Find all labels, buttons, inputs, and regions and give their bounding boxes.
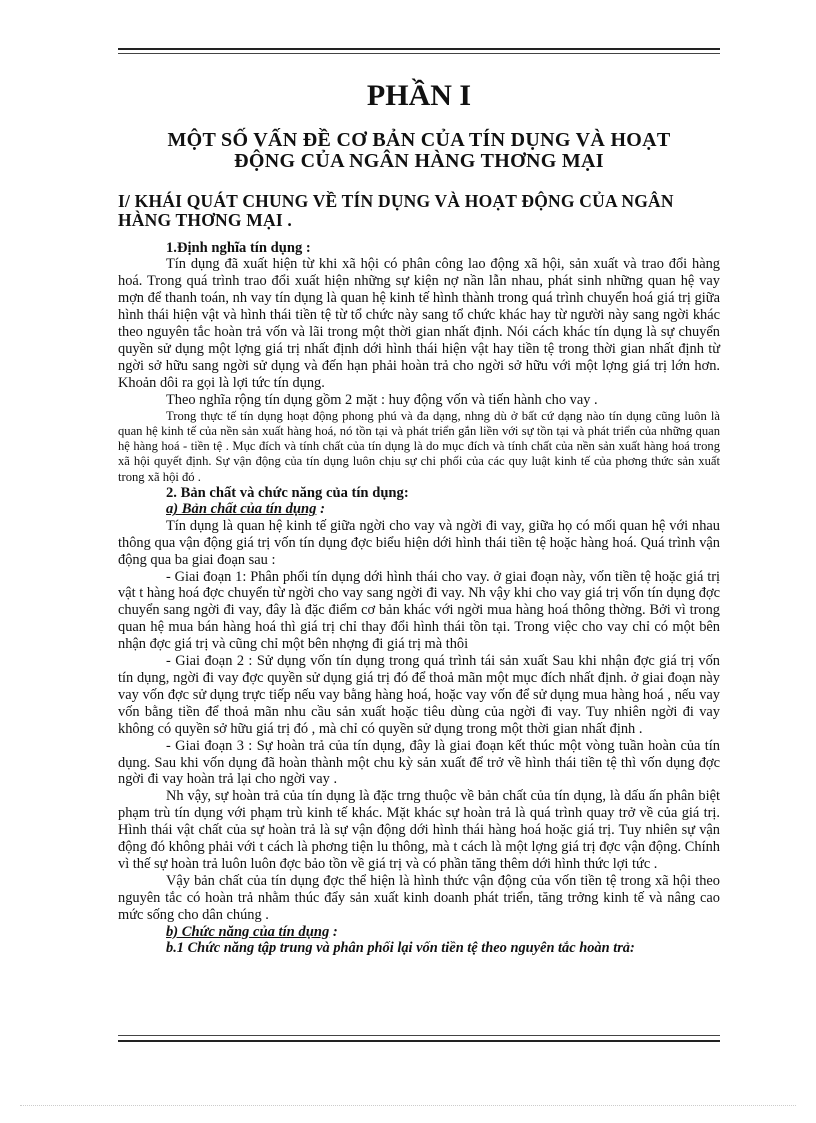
heading-function <box>118 924 720 940</box>
heading-function-colon: : <box>329 923 338 940</box>
chapter-title-line-2: ĐỘNG CỦA NGÂN HÀNG THƠNG MẠI <box>234 150 604 172</box>
heading-nature-a <box>118 501 720 517</box>
paragraph-repayment: Nh vậy, sự hoàn trả của tín dụng là đặc trng thuộc về bản chất của tín dụng, là dấu ấn phân biệt phạm trù tín dụng với phạm trù kinh tế khác. Mặt khác sự hoàn trả là quá trình quay trở về của giá trị. Hình thái vật chất của sự hoàn trả là sự vận động dới hình thái hàng hoá hoặc giá trị. Tuy nhiên sự vận động đó không phải với t cách là phơng tiện lu thông, mà t cách là một lợng giá trị đợc vận động. Chính vì thế sự hoàn trả luôn luôn đợc bảo tồn về giá trị và có phần tăng thêm dới hình thức lợi tức . <box>118 788 720 872</box>
paragraph-nature: Tín dụng là quan hệ kinh tế giữa ngời cho vay và ngời đi vay, giữa họ có mối quan hệ với nhau thông qua vận động giá trị vốn tín dụng đợc biểu hiện dới hình thái tiền tệ hoặc hàng hoá. Quá trình vận động qua ba giai đoạn sau : <box>118 517 720 568</box>
heading-definition: 1.Định nghĩa tín dụng : <box>166 240 311 256</box>
bottom-rule-thin <box>118 1035 720 1036</box>
paragraph-stage-2: - Giai đoạn 2 : Sử dụng vốn tín dụng trong quá trình tái sản xuất Sau khi nhận đợc giá trị vốn tín dụng, ngời đi vay đợc quyền sử dụng giá trị đó để thoả mãn một mục đích nhất định. ở giai đoạn này vay vốn đợc sử dụng trực tiếp nếu vay bằng hàng hoá, hoặc vay vốn để sử dụng mua hàng hoá , nếu vay vốn bằng tiền để thoả mãn nhu cầu sản xuất hoặc tiêu dùng của ngời đi vay. Tuy nhiên ngời đi vay không có quyền sở hữu giá trị đó , mà chỉ có quyền sử dụng trong một thời gian nhất định . <box>118 653 720 737</box>
paragraph-definition: Tín dụng đã xuất hiện từ khi xã hội có phân công lao động xã hội, sản xuất và trao đổi hàng hoá. Trong quá trình trao đổi xuất hiện những sự kiện nợ nần lẫn nhau, phát sinh những quan hệ vay mợn để thanh toán, nh vay tín dụng là quan hệ kinh tế hình thành trong quá trình chuyển hoá giá trị giữa hình thái hiện vật và hình thái tiền tệ từ tổ chức này sang tổ chức khác hay từ người này sang ngời khác theo nguyên tắc hoàn trả vốn và lãi trong một thời gian nhất định. Nói cách khác tín dụng là sự chuyển quyền sử dụng một lợng giá trị nhất định dới hình thái hiện vật hay tiền tệ trong thời gian nhất định từ ngời sở hữu sang ngời sử dụng và đến hạn phải hoàn trả cho ngời sở hữu với một lợng giá trị lớn hơn. Khoản dôi ra gọi là lợi tức tín dụng. <box>118 256 720 391</box>
heading-nature-a-text: a) Bản chất của tín dụng <box>166 501 317 518</box>
heading-nature-a-colon: : <box>316 501 325 518</box>
paragraph-practice: Trong thực tế tín dụng hoạt động phong phú và đa dạng, nhng dù ở bất cứ dạng nào tín dụng cũng luôn là quan hệ kinh tế của nền sản xuất hàng hoá, nó tồn tại và phát triển gắn liền với sự tồn tại và phát triển của những quan hệ hàng hoá - tiền tệ . Mục đích và tính chất của tín dụng là do mục đích và tính chất của nền sản xuất hàng hoá trong xã hội quyết định. Sự vận động của tín dụng luôn chịu sự chi phối của các quy luật kinh tế của phơng thức sản xuất trong xã hội đó . <box>118 408 720 484</box>
heading-nature: 2. Bản chất và chức năng của tín dụng: <box>166 485 409 502</box>
paragraph-conclusion: Vậy bản chất của tín dụng đợc thể hiện là hình thức vận động của vốn tiền tệ trong xã hội theo nguyên tắc có hoàn trả nhằm thúc đẩy sản xuất kinh doanh phát triển, tăng trởng kinh tế và nâng cao mức sống cho dân chúng . <box>118 872 720 923</box>
paragraph-stage-1: - Giai đoạn 1: Phân phối tín dụng dới hình thái cho vay. ở giai đoạn này, vốn tiền tệ hoặc giá trị vật t hàng hoá đợc chuyển từ ngời cho vay sang ngời đi vay. Nh vậy khi cho vay giá trị vốn tín dụng đợc chuyển sang ngời đi vay, đây là đặc điểm cơ bản khác với ngời mua hàng hoá thông thờng. Bởi vì trong quan hệ mua bán hàng hoá thì giá trị chỉ thay đổi hình thái tồn tại. Trong việc cho vay chỉ có một bên nhận đợc giá trị và cũng chỉ một bên nhợng đi giá trị mà thôi <box>118 568 720 653</box>
chapter-title-line-1: MỘT SỐ VẤN ĐỀ CƠ BẢN CỦA TÍN DỤNG VÀ HOẠT <box>167 129 671 151</box>
bottom-rule <box>118 1040 720 1042</box>
top-rule <box>118 48 720 50</box>
top-rule-thin <box>118 53 720 54</box>
section-heading: I/ KHÁI QUÁT CHUNG VỀ TÍN DỤNG VÀ HOẠT ĐỘNG CỦA NGÂN HÀNG THƠNG MẠI . <box>118 191 674 230</box>
heading-function-b1: b.1 Chức năng tập trung và phân phối lại vốn tiền tệ theo nguyên tắc hoàn trả: <box>166 940 635 957</box>
paragraph-broad-meaning: Theo nghĩa rộng tín dụng gồm 2 mặt : huy động vốn và tiến hành cho vay . <box>166 391 598 408</box>
heading-function-text: b) Chức năng của tín dụng <box>166 923 330 940</box>
page-bottom-dotted-line <box>20 1105 796 1106</box>
paragraph-stage-3: - Giai đoạn 3 : Sự hoàn trả của tín dụng, đây là giai đoạn kết thúc một vòng tuần hoàn của tín dụng. Sau khi vốn dụng đã hoàn thành một chu kỳ sản xuất để trở về hình thái tiền tệ thì vốn dụng đợc ngời đi vay hoàn trả lại cho ngời vay . <box>118 737 720 788</box>
document-body <box>118 78 720 957</box>
part-title: PHẦN I <box>366 79 472 112</box>
